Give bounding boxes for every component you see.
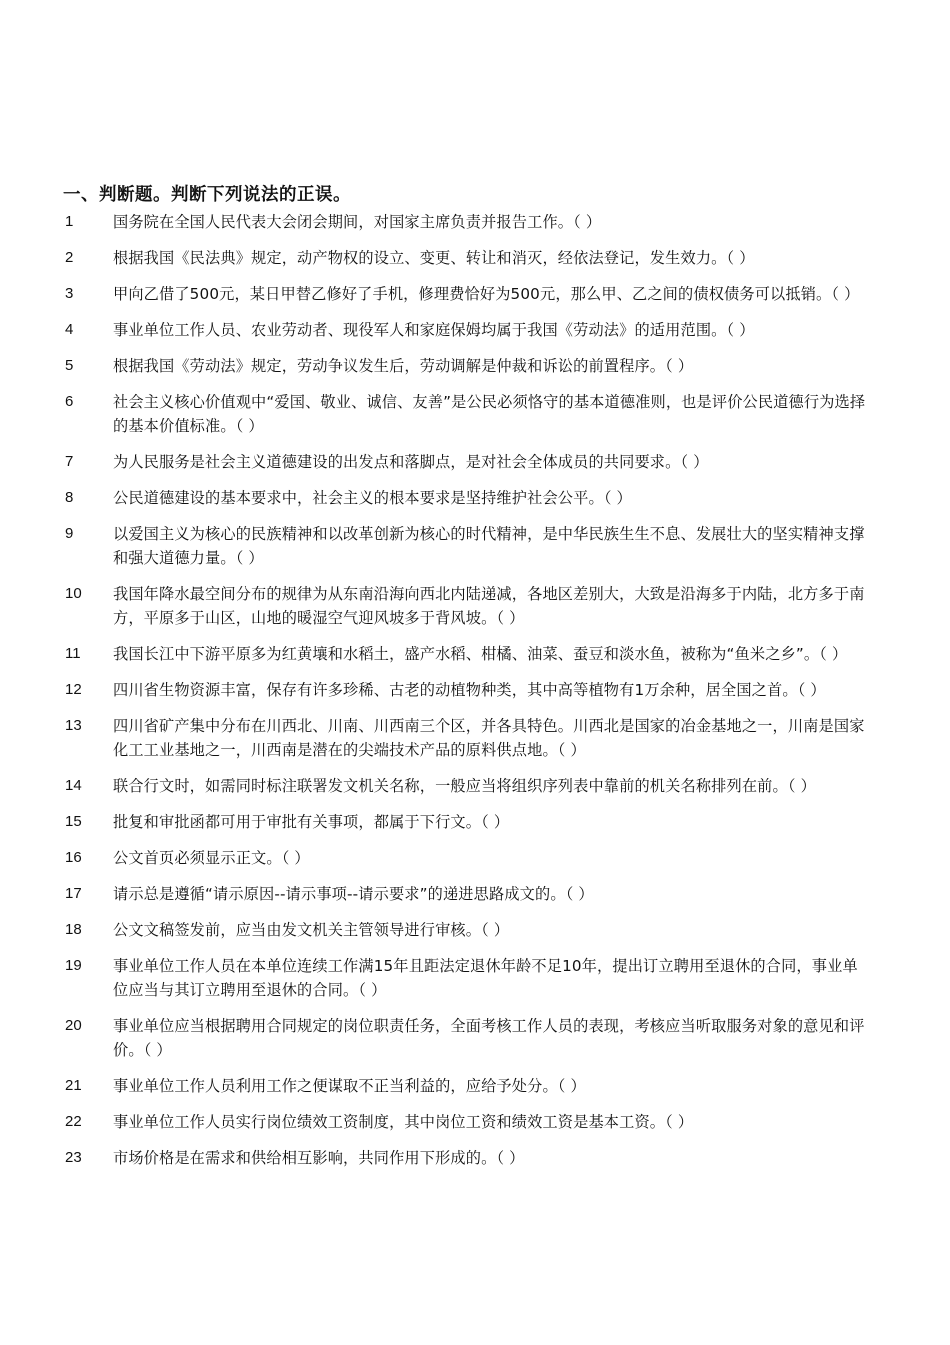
question-number: 10 xyxy=(65,585,82,602)
question-text: 事业单位工作人员实行岗位绩效工资制度，其中岗位工资和绩效工资是基本工资。（ ） xyxy=(113,1113,694,1131)
question-number: 2 xyxy=(65,249,74,266)
question-number: 1 xyxy=(65,213,74,230)
question-number: 8 xyxy=(65,489,74,506)
question-text: 根据我国《民法典》规定，动产物权的设立、变更、转让和消灭，经依法登记，发生效力。（ ） xyxy=(113,249,755,267)
question-item xyxy=(65,918,870,942)
question-number: 19 xyxy=(65,957,82,974)
question-item xyxy=(65,210,870,234)
question-number: 3 xyxy=(65,285,74,302)
question-text: 事业单位工作人员、农业劳动者、现役军人和家庭保姆均属于我国《劳动法》的适用范围。（ ） xyxy=(113,321,755,339)
question-item xyxy=(65,1074,870,1098)
question-text: 请示总是遵循“请示原因--请示事项--请示要求”的递进思路成文的。（ ） xyxy=(113,885,594,903)
question-number: 5 xyxy=(65,357,74,374)
question-item xyxy=(65,318,870,342)
question-text: 四川省生物资源丰富，保存有许多珍稀、古老的动植物种类，其中高等植物有1万余种，居全国之首。（ ） xyxy=(113,681,826,699)
question-number: 4 xyxy=(65,321,74,338)
question-number: 16 xyxy=(65,849,82,866)
question-number: 22 xyxy=(65,1113,82,1130)
question-item xyxy=(65,282,870,306)
question-list xyxy=(65,210,870,1182)
question-text: 公文首页必须显示正文。（ ） xyxy=(113,849,310,867)
question-number: 15 xyxy=(65,813,82,830)
question-text: 公文文稿签发前，应当由发文机关主管领导进行审核。（ ） xyxy=(113,921,510,939)
question-item xyxy=(65,390,870,438)
question-text: 四川省矿产集中分布在川西北、川南、川西南三个区，并各具特色。川西北是国家的冶金基地之一，川南是国家化工工业基地之一，川西南是潜在的尖端技术产品的原料供点地。（ ） xyxy=(113,717,865,759)
question-text: 我国长江中下游平原多为红黄壤和水稻土，盛产水稻、柑橘、油菜、蚕豆和淡水鱼，被称为“鱼米之乡”。（ ） xyxy=(113,645,848,663)
question-text: 联合行文时，如需同时标注联署发文机关名称，一般应当将组织序列表中靠前的机关名称排列在前。（ ） xyxy=(113,777,816,795)
question-item xyxy=(65,486,870,510)
question-text: 国务院在全国人民代表大会闭会期间，对国家主席负责并报告工作。（ ） xyxy=(113,213,602,231)
question-item xyxy=(65,846,870,870)
question-item xyxy=(65,522,870,570)
question-number: 17 xyxy=(65,885,82,902)
question-number: 6 xyxy=(65,393,74,410)
question-item xyxy=(65,1014,870,1062)
question-item xyxy=(65,714,870,762)
question-text: 市场价格是在需求和供给相互影响，共同作用下形成的。（ ） xyxy=(113,1149,525,1167)
question-text: 为人民服务是社会主义道德建设的出发点和落脚点，是对社会全体成员的共同要求。（ ） xyxy=(113,453,709,471)
question-text: 根据我国《劳动法》规定，劳动争议发生后，劳动调解是仲裁和诉讼的前置程序。（ ） xyxy=(113,357,694,375)
question-text: 批复和审批函都可用于审批有关事项，都属于下行文。（ ） xyxy=(113,813,510,831)
section-title: 一、判断题。判断下列说法的正误。 xyxy=(63,185,351,205)
question-number: 20 xyxy=(65,1017,82,1034)
question-text: 事业单位应当根据聘用合同规定的岗位职责任务，全面考核工作人员的表现，考核应当听取服务对象的意见和评价。（ ） xyxy=(113,1017,865,1059)
question-number: 13 xyxy=(65,717,82,734)
question-number: 11 xyxy=(65,645,81,662)
question-item xyxy=(65,954,870,1002)
question-text: 事业单位工作人员利用工作之便谋取不正当利益的，应给予处分。（ ） xyxy=(113,1077,586,1095)
question-number: 7 xyxy=(65,453,74,470)
question-number: 14 xyxy=(65,777,82,794)
question-text: 社会主义核心价值观中“爱国、敬业、诚信、友善”是公民必须恪守的基本道德准则，也是评价公民道德行为选择的基本价值标准。（ ） xyxy=(113,393,866,435)
question-number: 21 xyxy=(65,1077,82,1094)
question-item xyxy=(65,678,870,702)
question-item xyxy=(65,882,870,906)
question-item xyxy=(65,774,870,798)
question-number: 9 xyxy=(65,525,74,542)
question-number: 12 xyxy=(65,681,82,698)
question-item xyxy=(65,810,870,834)
question-item xyxy=(65,246,870,270)
question-item xyxy=(65,450,870,474)
question-text: 甲向乙借了500元，某日甲替乙修好了手机，修理费恰好为500元，那么甲、乙之间的债权债务可以抵销。（ ） xyxy=(113,285,860,303)
question-number: 18 xyxy=(65,921,82,938)
question-item xyxy=(65,582,870,630)
question-item xyxy=(65,354,870,378)
question-item xyxy=(65,1146,870,1170)
question-item xyxy=(65,642,870,666)
question-text: 公民道德建设的基本要求中，社会主义的根本要求是坚持维护社会公平。（ ） xyxy=(113,489,632,507)
question-number: 23 xyxy=(65,1149,82,1166)
question-text: 以爱国主义为核心的民族精神和以改革创新为核心的时代精神，是中华民族生生不息、发展壮大的坚实精神支撑和强大道德力量。（ ） xyxy=(113,525,865,567)
question-text: 我国年降水最空间分布的规律为从东南沿海向西北内陆递减，各地区差别大，大致是沿海多于内陆，北方多于南方，平原多于山区，山地的暖湿空气迎风坡多于背风坡。（ ） xyxy=(113,585,865,627)
question-text: 事业单位工作人员在本单位连续工作满15年且距法定退休年龄不足10年，提出订立聘用至退休的合同，事业单位应当与其订立聘用至退休的合同。（ ） xyxy=(113,957,858,999)
question-item xyxy=(65,1110,870,1134)
